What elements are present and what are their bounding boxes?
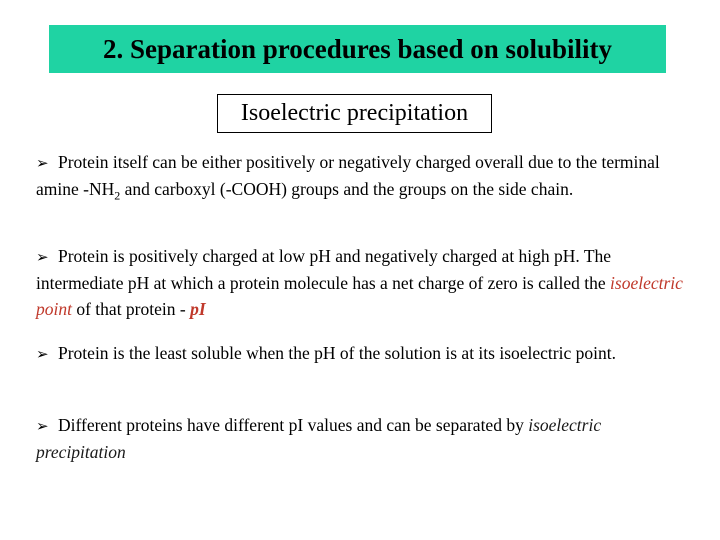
arrow-bullet-icon: ➢: [36, 154, 49, 172]
term-isoelectric-precipitation: isoelectric precipitation: [36, 415, 602, 462]
bullet-text: Protein itself can be either positively or negatively charged overall due to the terminal amine -NH: [36, 152, 660, 199]
arrow-bullet-icon: ➢: [36, 248, 49, 266]
bullet-least-soluble: [36, 340, 686, 367]
bullet-isoelectric-point: [36, 243, 686, 322]
bullet-text: Protein is the least soluble when the pH of the solution is at its isoelectric point.: [58, 343, 616, 363]
bullet-different-pi: [36, 412, 686, 465]
subscript-text: 2: [114, 188, 121, 203]
term-isoelectric-point: isoelectric point: [36, 273, 683, 319]
subtitle-box: Isoelectric precipitation: [217, 94, 492, 133]
arrow-bullet-icon: ➢: [36, 345, 49, 363]
bullet-text: and carboxyl (-COOH) groups and the groups on the side chain.: [120, 179, 574, 199]
bullet-charge-origin: [36, 149, 686, 202]
slide-title: 2. Separation procedures based on solubility: [49, 25, 666, 73]
bullet-text: Protein is positively charged at low pH and negatively charged at high pH. The intermediate pH at which a protein molecule has a net charge of zero is called the: [36, 246, 612, 293]
term-pi: pI: [190, 299, 206, 319]
bullet-text: of that protein -: [71, 299, 191, 319]
arrow-bullet-icon: ➢: [36, 417, 49, 435]
bullet-text: Different proteins have different pI values and can be separated by: [58, 415, 529, 435]
